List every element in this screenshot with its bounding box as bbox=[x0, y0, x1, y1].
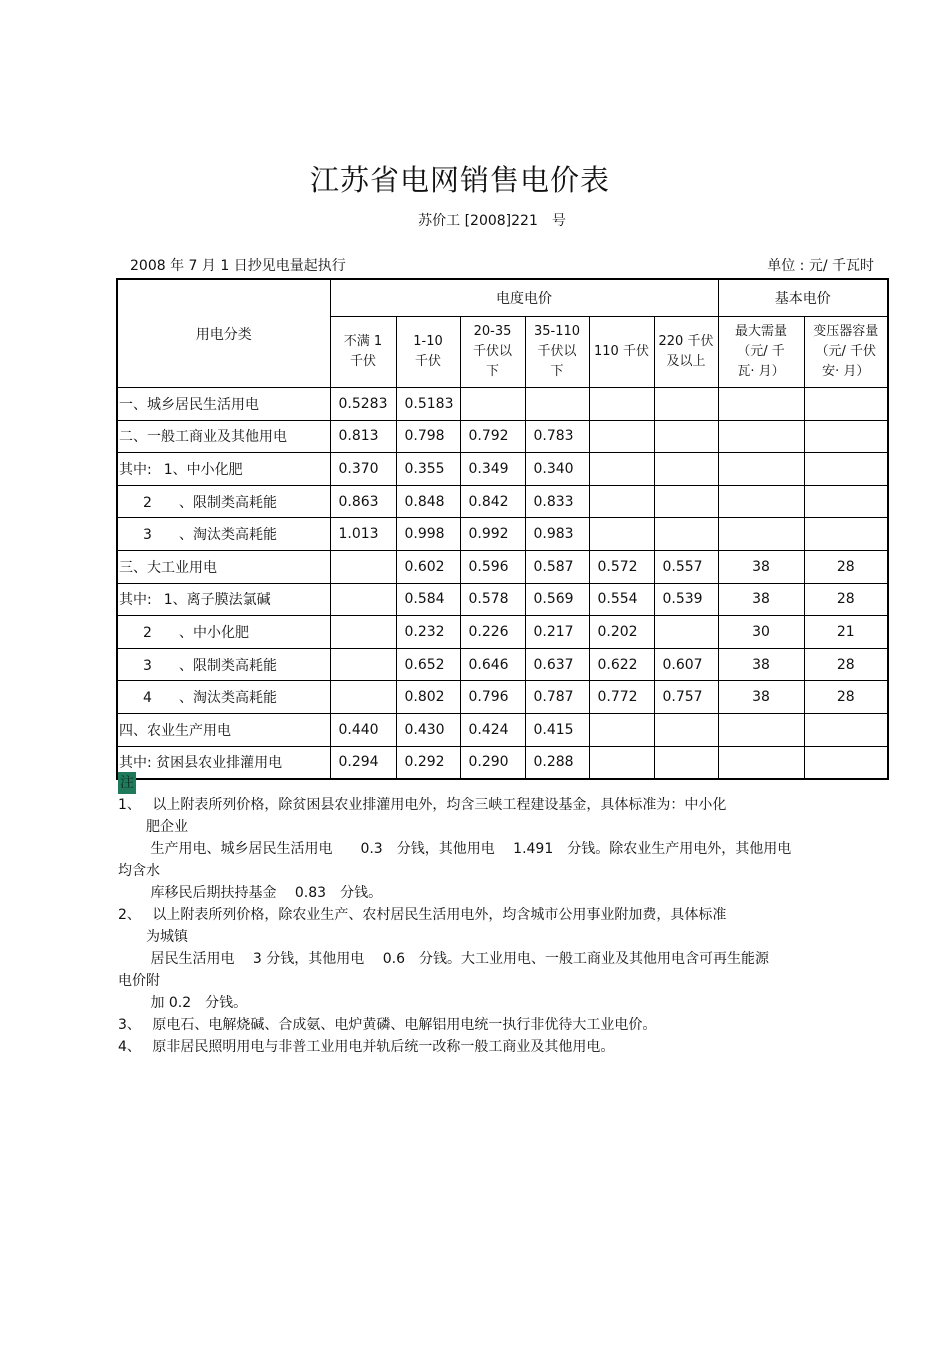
table-cell bbox=[654, 713, 718, 746]
table-cell: 0.584 bbox=[396, 583, 460, 616]
header-text: 千伏以 bbox=[472, 344, 512, 359]
table-cell bbox=[654, 518, 718, 551]
table-cell bbox=[589, 420, 654, 453]
table-cell bbox=[589, 388, 654, 421]
table-cell bbox=[654, 453, 718, 486]
row-label bbox=[117, 583, 330, 616]
table-cell: 0.792 bbox=[460, 420, 525, 453]
table-cell bbox=[330, 583, 396, 616]
header-text: 下 bbox=[485, 364, 499, 379]
energy-col-header bbox=[460, 317, 525, 388]
row-label bbox=[117, 681, 330, 714]
basic-price-header: 基本电价 bbox=[718, 279, 888, 317]
table-cell: 0.217 bbox=[525, 616, 589, 649]
table-cell: 38 bbox=[718, 583, 804, 616]
basic-col-header bbox=[718, 317, 804, 388]
table-cell bbox=[718, 518, 804, 551]
header-text: 瓦· 月） bbox=[737, 364, 785, 379]
table-cell: 0.983 bbox=[525, 518, 589, 551]
page-title: 江苏省电网销售电价表 bbox=[309, 163, 610, 197]
table-cell bbox=[718, 485, 804, 518]
table-cell: 0.557 bbox=[654, 550, 718, 583]
table-cell: 0.833 bbox=[525, 485, 589, 518]
row-label-text: 、中小化肥 bbox=[179, 624, 249, 641]
table-cell bbox=[589, 518, 654, 551]
table-cell: 0.554 bbox=[589, 583, 654, 616]
energy-col-header bbox=[396, 317, 460, 388]
header-text: （元/ 千 bbox=[737, 344, 785, 359]
document-number: 苏价工 [2008]221 号 bbox=[418, 213, 566, 229]
energy-price-header: 电度电价 bbox=[330, 279, 718, 317]
row-prefix: 3 bbox=[143, 527, 152, 544]
table-cell: 38 bbox=[718, 681, 804, 714]
table-cell: 1.013 bbox=[330, 518, 396, 551]
table-cell: 0.622 bbox=[589, 648, 654, 681]
table-cell: 0.783 bbox=[525, 420, 589, 453]
note-line: 1、 以上附表所列价格，除贫困县农业排灌用电外，均含三峡工程建设基金，具体标准为：中小化 bbox=[118, 797, 727, 813]
row-label-text: 一、城乡居民生活用电 bbox=[119, 396, 259, 413]
table-cell bbox=[654, 388, 718, 421]
row-prefix: 4 bbox=[143, 690, 152, 707]
row-label bbox=[117, 388, 330, 421]
table-cell: 0.349 bbox=[460, 453, 525, 486]
table-cell: 28 bbox=[804, 681, 888, 714]
table-row bbox=[117, 485, 888, 518]
row-prefix: 其中: bbox=[119, 592, 152, 609]
table-row bbox=[117, 681, 888, 714]
table-cell: 0.842 bbox=[460, 485, 525, 518]
energy-col-header bbox=[654, 317, 718, 388]
table-row bbox=[117, 453, 888, 486]
table-cell: 0.415 bbox=[525, 713, 589, 746]
table-cell: 0.652 bbox=[396, 648, 460, 681]
header-text: 20-35 bbox=[473, 324, 512, 339]
table-row bbox=[117, 713, 888, 746]
table-cell: 0.637 bbox=[525, 648, 589, 681]
table-row bbox=[117, 518, 888, 551]
header-text: 变压器容量 bbox=[813, 324, 879, 339]
table-cell bbox=[718, 453, 804, 486]
table-cell bbox=[804, 420, 888, 453]
table-cell: 0.226 bbox=[460, 616, 525, 649]
note-line: 均含水 bbox=[118, 863, 160, 879]
row-label bbox=[117, 453, 330, 486]
table-cell: 0.288 bbox=[525, 746, 589, 779]
header-text: 最大需量 bbox=[734, 324, 787, 339]
table-cell: 0.813 bbox=[330, 420, 396, 453]
row-label bbox=[117, 518, 330, 551]
table-cell: 30 bbox=[718, 616, 804, 649]
table-cell: 0.430 bbox=[396, 713, 460, 746]
row-label-text: 三、大工业用电 bbox=[119, 559, 217, 576]
table-cell: 0.5183 bbox=[396, 388, 460, 421]
table-cell: 0.992 bbox=[460, 518, 525, 551]
header-text: 220 千伏 bbox=[658, 334, 714, 349]
header-text: 安· 月） bbox=[822, 364, 870, 379]
row-label bbox=[117, 550, 330, 583]
table-body bbox=[117, 388, 888, 780]
note-line: 4、 原非居民照明用电与非普工业用电并轨后统一改称一般工商业及其他用电。 bbox=[118, 1039, 615, 1055]
table-cell: 0.232 bbox=[396, 616, 460, 649]
table-cell bbox=[654, 616, 718, 649]
row-label-text: 1、中小化肥 bbox=[163, 461, 243, 478]
table-cell: 0.539 bbox=[654, 583, 718, 616]
table-cell: 0.569 bbox=[525, 583, 589, 616]
row-label-text: 1、离子膜法氯碱 bbox=[163, 592, 271, 609]
table-cell: 0.355 bbox=[396, 453, 460, 486]
notes-section bbox=[118, 772, 838, 1058]
table-cell: 28 bbox=[804, 583, 888, 616]
row-label bbox=[117, 713, 330, 746]
note-line: 肥企业 bbox=[118, 819, 188, 835]
table-cell bbox=[804, 518, 888, 551]
effective-date: 2008 年 7 月 1 日抄见电量起执行 bbox=[130, 258, 346, 274]
notes-heading: 注 bbox=[118, 772, 136, 794]
table-cell: 0.424 bbox=[460, 713, 525, 746]
table-cell: 0.607 bbox=[654, 648, 718, 681]
note-line: 库移民后期扶持基金 0.83 分钱。 bbox=[118, 885, 383, 901]
table-row bbox=[117, 388, 888, 421]
table-cell: 0.863 bbox=[330, 485, 396, 518]
table-cell: 0.587 bbox=[525, 550, 589, 583]
table-cell bbox=[330, 616, 396, 649]
table-cell: 0.578 bbox=[460, 583, 525, 616]
table-cell bbox=[589, 713, 654, 746]
table-row bbox=[117, 550, 888, 583]
table-row bbox=[117, 616, 888, 649]
header-text: 千伏 bbox=[414, 354, 441, 369]
table-cell: 0.848 bbox=[396, 485, 460, 518]
table-cell: 0.292 bbox=[396, 746, 460, 779]
energy-col-header bbox=[330, 317, 396, 388]
table-cell bbox=[589, 485, 654, 518]
row-prefix: 3 bbox=[143, 657, 152, 674]
energy-col-header bbox=[525, 317, 589, 388]
table-cell bbox=[654, 485, 718, 518]
table-row bbox=[117, 583, 888, 616]
row-prefix: 其中: bbox=[119, 461, 152, 478]
note-line: 居民生活用电 3 分钱，其他用电 0.6 分钱。大工业用电、一般工商业及其他用电含可再生能源 bbox=[118, 951, 769, 967]
table-cell: 0.370 bbox=[330, 453, 396, 486]
table-cell: 0.572 bbox=[589, 550, 654, 583]
row-prefix: 2 bbox=[143, 624, 152, 641]
header-text: 35-110 bbox=[533, 324, 581, 339]
row-label bbox=[117, 648, 330, 681]
table-cell: 28 bbox=[804, 550, 888, 583]
header-text: 及以上 bbox=[666, 354, 706, 369]
header-text: 下 bbox=[550, 364, 564, 379]
table-cell bbox=[589, 453, 654, 486]
table-cell bbox=[330, 648, 396, 681]
row-prefix: 2 bbox=[143, 494, 152, 511]
table-cell: 0.798 bbox=[396, 420, 460, 453]
table-cell bbox=[804, 453, 888, 486]
header-row-1 bbox=[117, 279, 888, 317]
table-cell: 0.602 bbox=[396, 550, 460, 583]
row-label-text: 、限制类高耗能 bbox=[179, 494, 277, 511]
row-label-text: 其中: 贫困县农业排灌用电 bbox=[119, 755, 283, 772]
row-label bbox=[117, 485, 330, 518]
table-cell: 28 bbox=[804, 648, 888, 681]
table-cell: 21 bbox=[804, 616, 888, 649]
row-label-text: 、淘汰类高耗能 bbox=[179, 527, 277, 544]
table-cell: 0.646 bbox=[460, 648, 525, 681]
table-cell: 0.202 bbox=[589, 616, 654, 649]
note-line: 电价附 bbox=[118, 973, 160, 989]
table-cell: 0.340 bbox=[525, 453, 589, 486]
table-cell bbox=[718, 420, 804, 453]
table-cell: 0.294 bbox=[330, 746, 396, 779]
table-cell bbox=[330, 550, 396, 583]
category-header: 用电分类 bbox=[117, 279, 330, 388]
note-line: 2、 以上附表所列价格，除农业生产、农村居民生活用电外，均含城市公用事业附加费，具体标准 bbox=[118, 907, 727, 923]
table-cell bbox=[804, 388, 888, 421]
table-cell bbox=[654, 420, 718, 453]
notes-lines bbox=[118, 794, 838, 1058]
table-cell: 0.757 bbox=[654, 681, 718, 714]
table-cell bbox=[804, 485, 888, 518]
table-cell: 0.440 bbox=[330, 713, 396, 746]
row-label-text: 、淘汰类高耗能 bbox=[179, 690, 277, 707]
header-text: 不满 1 bbox=[343, 334, 383, 349]
row-label bbox=[117, 420, 330, 453]
unit-label: 单位 : 元/ 千瓦时 bbox=[767, 258, 874, 274]
table-cell bbox=[525, 388, 589, 421]
table-cell bbox=[330, 681, 396, 714]
table-cell: 0.290 bbox=[460, 746, 525, 779]
basic-col-header bbox=[804, 317, 888, 388]
energy-col-header bbox=[589, 317, 654, 388]
table-cell: 0.998 bbox=[396, 518, 460, 551]
table-row bbox=[117, 420, 888, 453]
table-cell: 0.802 bbox=[396, 681, 460, 714]
table-cell: 0.5283 bbox=[330, 388, 396, 421]
header-text: 千伏 bbox=[349, 354, 376, 369]
note-line: 加 0.2 分钱。 bbox=[118, 995, 248, 1011]
table-cell bbox=[804, 713, 888, 746]
header-text: （元/ 千伏 bbox=[815, 344, 876, 359]
table-cell: 0.796 bbox=[460, 681, 525, 714]
price-table bbox=[116, 278, 889, 780]
row-label-text: 、限制类高耗能 bbox=[179, 657, 277, 674]
table-cell: 0.787 bbox=[525, 681, 589, 714]
table-row bbox=[117, 648, 888, 681]
table-cell: 38 bbox=[718, 550, 804, 583]
table-cell bbox=[718, 388, 804, 421]
header-text: 千伏以 bbox=[537, 344, 577, 359]
table-cell bbox=[718, 713, 804, 746]
header-text: 110 千伏 bbox=[594, 344, 649, 359]
table-cell: 38 bbox=[718, 648, 804, 681]
row-label-text: 二、一般工商业及其他用电 bbox=[119, 429, 287, 446]
note-line: 为城镇 bbox=[118, 929, 188, 945]
table-cell: 0.596 bbox=[460, 550, 525, 583]
note-line: 生产用电、城乡居民生活用电 0.3 分钱，其他用电 1.491 分钱。除农业生产用电外，其他用电 bbox=[118, 841, 792, 857]
table-cell bbox=[460, 388, 525, 421]
table-cell: 0.772 bbox=[589, 681, 654, 714]
note-line: 3、 原电石、电解烧碱、合成氨、电炉黄磷、电解铝用电统一执行非优待大工业电价。 bbox=[118, 1017, 657, 1033]
row-label-text: 四、农业生产用电 bbox=[119, 722, 231, 739]
row-label bbox=[117, 616, 330, 649]
header-text: 1-10 bbox=[413, 334, 443, 349]
